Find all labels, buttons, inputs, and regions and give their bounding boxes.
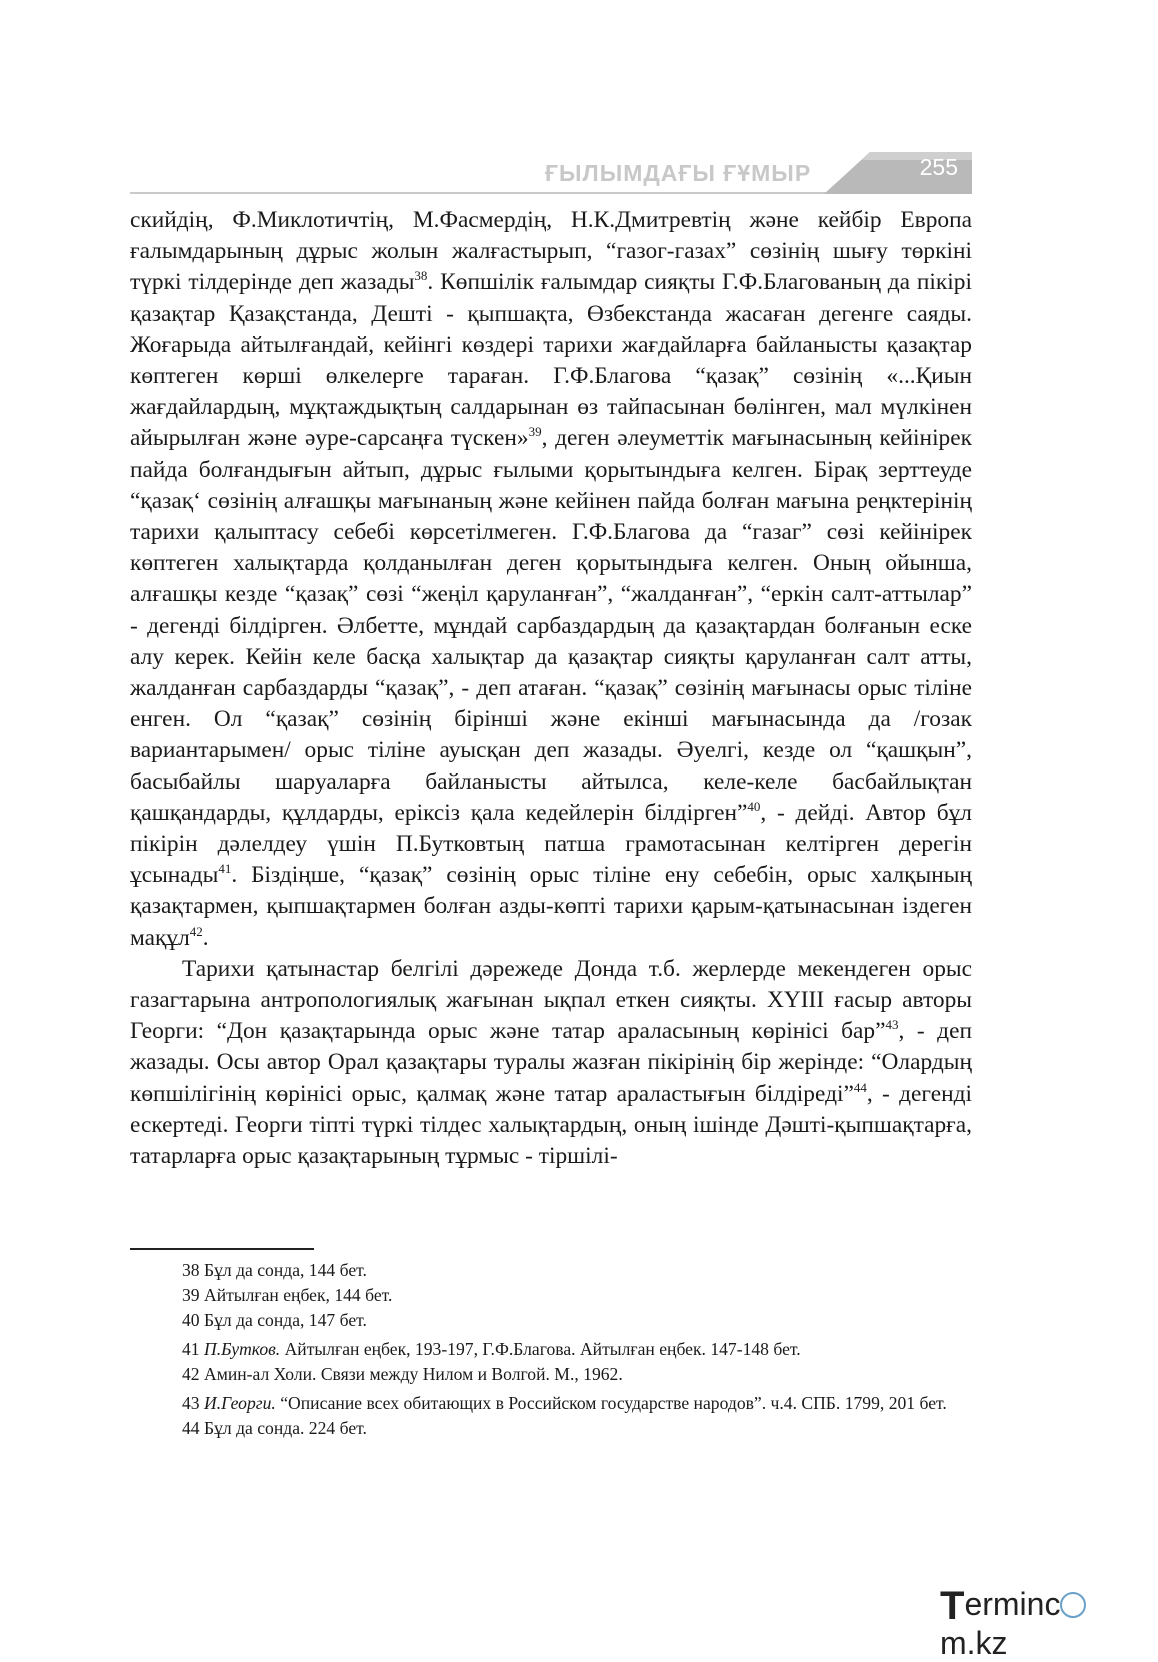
- footnote-separator: [130, 1248, 314, 1250]
- footnote-ref-44[interactable]: 44: [853, 1079, 867, 1095]
- footnote-ref-41[interactable]: 41: [218, 861, 232, 877]
- footnote-38: 38 Бұл да сонда, 144 бет.: [182, 1260, 367, 1280]
- text-run: , деген әлеуметтік мағынасының кейінірек пайда болғандығын айтып, дұрыс ғылыми қорытындыға келген. Бірақ зерттеуде “қазақ‘ сөзінің алғашқы мағынаның және кейінен пайда болған мағына реңктерінің тарихи қалыптасу себебі көрсетілмеген. Г.Ф.Благова да “газаг” сөзі кейінірек көптеген халықтарда қолданылған деген қорытындыға келген. Оның ойынша, алғашқы кезде “қазақ” сөзі “жеңіл қаруланған”, “жалданған”, “еркін салт-аттылар” - дегенді білдірген. Әлбетте, мұндай сарбаздардың да қазақтардан болғанын еске алу керек. Кейін келе басқа халықтар да қазақтар сияқты қаруланған салт атты, жалданған сарбаздарды “қазақ”, - деп атаған. “қазақ” сөзінің мағынасы орыс тіліне енген. Ол “қазақ” сөзінің бірінші және екінші мағынасында да /гозак вариантарымен/ орыс тіліне ауысқан деп жазады. Әуелгі, кезде ол “қашқын”, басыбайлы шаруаларға байланысты айтылса, келе-келе басбайлықтан қашқандарды, құлдарды, еріксіз қала кедейлерін білдірген”: [130, 425, 973, 826]
- running-title: ҒЫЛЫМДАҒЫ ҒҰМЫР: [545, 160, 812, 186]
- text-run: . Көпшілік ғалымдар сияқты Г.Ф.Благованың да пікірі қазақтар Қазақстанда, Дешті - қыпшақта, Өзбекстанда жасаған дегенге саяды. Жоғарыда айтылғандай, кейінгі көздері тарихи жағдайларға байланысты қазақтар көптеген көрші өлкелерге тараған. Г.Ф.Благова “қазақ” сөзінің «...Қиын жағдайлардың, мұқтаждықтың салдарынан өз тайпасынан бөлінген, мал мүлкінен айырылған және әуре-сарсаңға түскен»: [130, 269, 972, 452]
- termincom-watermark: [940, 1580, 1140, 1661]
- page-header: [130, 148, 972, 196]
- text-run: , - дейді. Автор бұл пікірін дәлелдеу үшін П.Бутковтың патша грамотасынан келтірген дерегін ұсынады: [130, 799, 972, 889]
- watermark-letter: T: [940, 1584, 965, 1628]
- magnifier-icon: [1060, 1592, 1086, 1618]
- page-number-tab: [824, 148, 972, 194]
- footnote-text: Айтылған еңбек, 193-197, Г.Ф.Благова. Айтылған еңбек. 147-148 бет.: [280, 1339, 801, 1359]
- footnote-ref-39[interactable]: 39: [528, 424, 542, 440]
- footnote-author: И.Георги.: [204, 1393, 276, 1413]
- footnote-43: [130, 1391, 972, 1416]
- text-run: , - деп жазады. Осы автор Орал қазақтары туралы жазған пікірінің бір жерінде: “Олардың көпшілігінің көрінісі орыс, қалмақ және татар араластығын білдіреді”: [130, 1018, 972, 1107]
- footnote-44: 44 Бұл да сонда. 224 бет.: [182, 1418, 367, 1438]
- footnote-41: [130, 1337, 972, 1362]
- footnote-author: П.Бутков.: [204, 1339, 281, 1359]
- text-run: , - дегенді ескертеді. Георги тіпті түркі тілдес халықтардың, оның ішінде Дәшті-қыпшақтарға, татарларға орыс қазақтарының тұрмыс - тіршілі-: [130, 1080, 973, 1170]
- footnote-ref-38[interactable]: 38: [414, 268, 428, 284]
- main-text: [130, 205, 972, 1172]
- footnote-42: 42 Амин-ал Холи. Связи между Нилом и Волгой. М., 1962.: [182, 1364, 623, 1384]
- text-run: Тарихи қатынастар белгілі дәрежеде Донда т.б. жерлерде мекендеген орыс газагтарына антропологиялық жағынан ықпал еткен сияқты. XYIII ғасыр авторы Георги: “Дон қазақтарында орыс және татар араласының көрінісі бар”: [130, 955, 972, 1045]
- page-number: 255: [919, 154, 958, 180]
- text-run: .: [202, 924, 209, 951]
- watermark-text: erminc: [964, 1586, 1061, 1622]
- text-run: скийдің, Ф.Миклотичтің, М.Фасмердің, Н.К.Дмитревтің және кейбір Европа ғалымдарының дұрыс жолын жалғастырып, “газог-газах” сөзінің шығу төркіні түркі тілдерінде деп жазады: [130, 207, 972, 296]
- paragraph-1: [130, 205, 972, 954]
- footnote-40: 40 Бұл да сонда, 147 бет.: [182, 1310, 367, 1330]
- footnote-ref-42[interactable]: 42: [189, 923, 203, 939]
- footnote-number: 43: [182, 1393, 204, 1413]
- footnote-number: 41: [182, 1339, 204, 1359]
- footnotes: [130, 1258, 972, 1441]
- footnote-39: 39 Айтылған еңбек, 144 бет.: [182, 1285, 393, 1305]
- paragraph-2: [130, 954, 972, 1172]
- footnote-ref-43[interactable]: 43: [885, 1017, 899, 1033]
- text-run: . Біздіңше, “қазақ” сөзінің орыс тіліне ену себебін, орыс халқының қазақтармен, қыпшақтармен болған азды-көпті тарихи қарым-қатынасынан іздеген мақұл: [130, 862, 972, 951]
- footnote-ref-40[interactable]: 40: [747, 799, 761, 815]
- watermark-text: m.kz: [940, 1625, 1008, 1661]
- footnote-text: “Описание всех обитающих в Российском государстве народов”. ч.4. СПБ. 1799, 201 бет.: [275, 1393, 947, 1413]
